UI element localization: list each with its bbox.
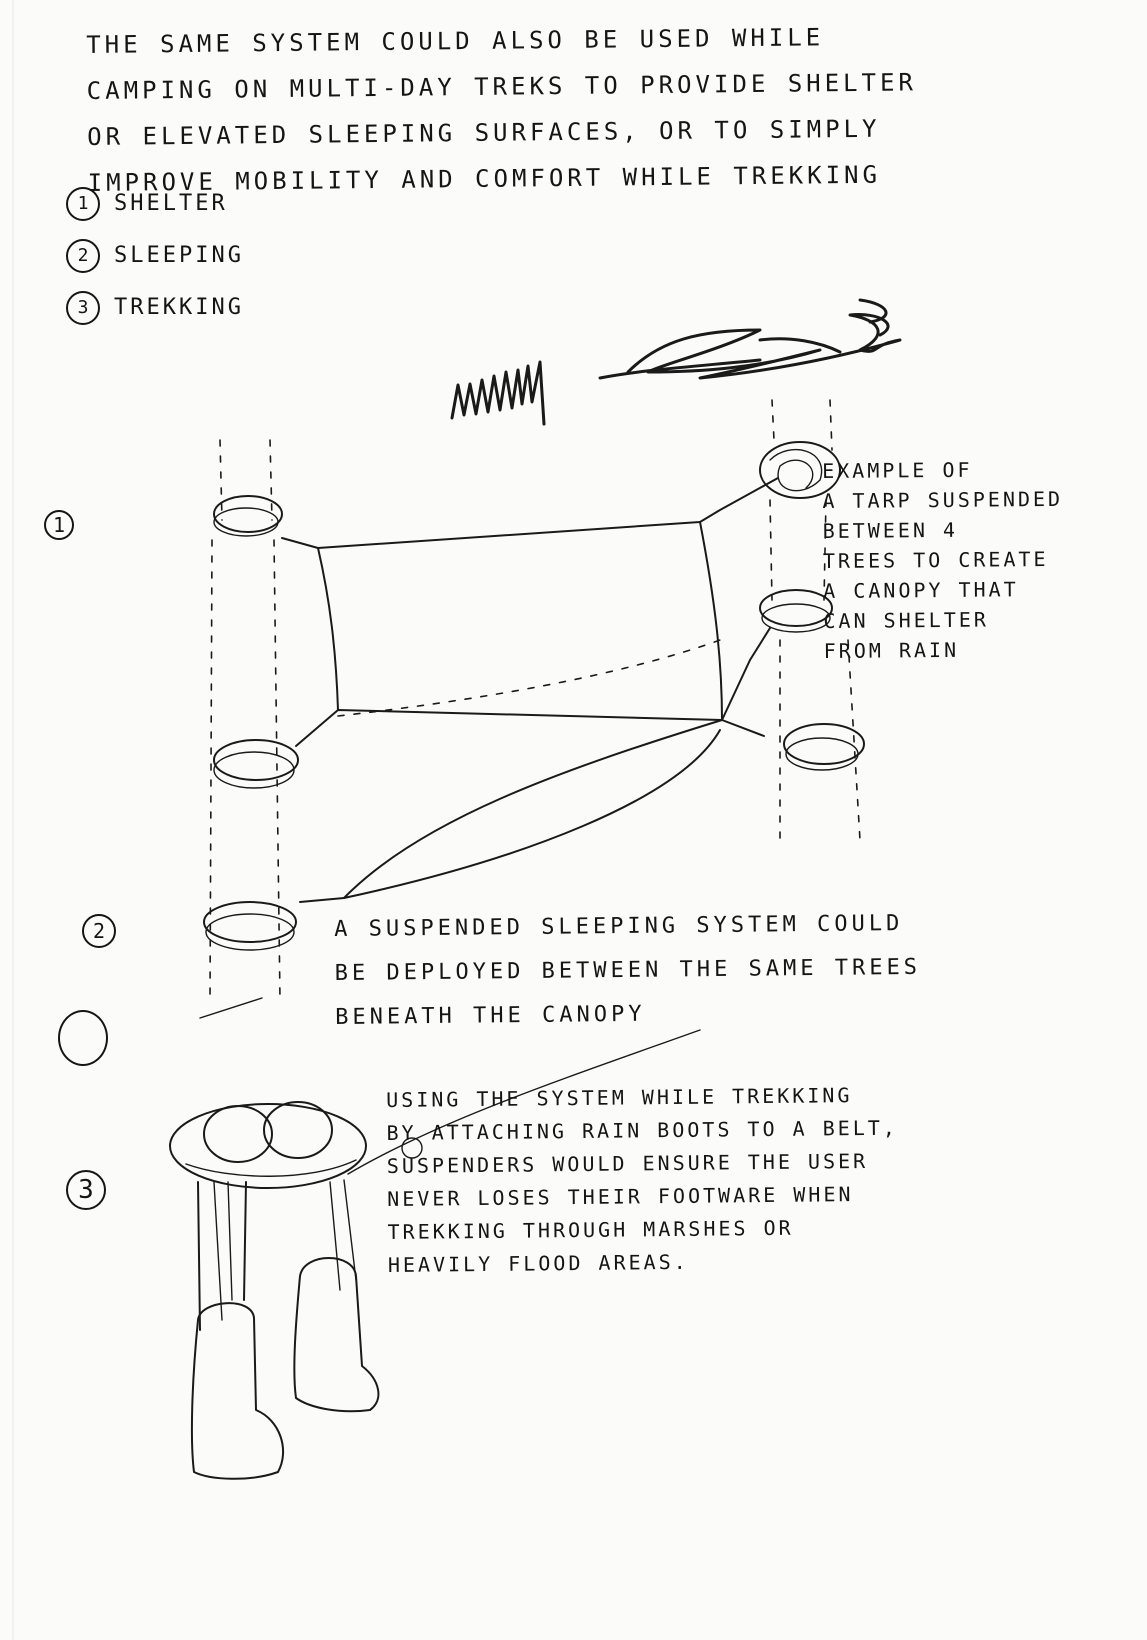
tarp-caption-line: BETWEEN 4	[822, 517, 959, 543]
tarp-diagonal-dashed	[338, 640, 720, 716]
hammock-ground-line	[200, 998, 262, 1018]
intro-line: CAMPING ON MULTI-DAY TREKS TO PROVIDE SHELTER	[86, 68, 918, 105]
uses-list	[66, 178, 244, 334]
sleep-caption-line: BE DEPLOYED BETWEEN THE SAME TREES	[334, 954, 922, 986]
sleep-caption	[334, 902, 922, 1040]
trek-caption-line: SUSPENDERS WOULD ENSURE THE USER	[386, 1148, 869, 1178]
tarp-caption	[822, 454, 1064, 666]
tarp-right-rope	[700, 522, 722, 720]
margin-number-sleep: 2	[82, 914, 116, 948]
use-number: 1	[66, 187, 100, 221]
tarp-caption-line: FROM RAIN	[823, 637, 960, 663]
tree-ring-back-right-scribble	[770, 450, 822, 491]
tarp-caption-line: TREES TO CREATE	[822, 547, 1049, 573]
intro-line: IMPROVE MOBILITY AND COMFORT WHILE TREKKING	[87, 160, 882, 197]
left-rain-boot	[192, 1303, 283, 1479]
tree-ring-front-right	[784, 724, 864, 764]
margin-number-trek: 3	[66, 1170, 106, 1210]
tree-ring-mid-left	[214, 740, 298, 780]
trek-caption-line: TREKKING THROUGH MARSHES OR	[387, 1215, 794, 1244]
tree-ring-front-right-2	[786, 738, 858, 770]
signature-scribble-left	[452, 362, 544, 424]
figure-suspender-lines	[214, 1180, 356, 1320]
tree-ring-mid-left-2	[214, 752, 294, 788]
figure-left-leg	[198, 1182, 246, 1330]
use-item-trekking	[66, 282, 244, 334]
use-number: 2	[66, 239, 100, 273]
use-label: SHELTER	[114, 191, 228, 216]
use-label: TREKKING	[114, 295, 244, 320]
tree-ring-front-left-2	[206, 914, 294, 950]
trek-caption-line: HEAVILY FLOOD AREAS.	[387, 1249, 689, 1277]
trek-caption-line: NEVER LOSES THEIR FOOTWARE WHEN	[387, 1182, 854, 1211]
tarp-left-rope	[318, 548, 338, 710]
tree-ring-mid-right-2	[762, 604, 830, 632]
tarp-caption-line: A CANOPY THAT	[823, 577, 1019, 603]
figure-head-left	[204, 1106, 272, 1162]
intro-line: THE SAME SYSTEM COULD ALSO BE USED WHILE	[86, 23, 825, 59]
trek-caption-line: BY ATTACHING RAIN BOOTS TO A BELT,	[386, 1115, 899, 1145]
use-label: SLEEPING	[114, 243, 244, 268]
right-rain-boot	[294, 1258, 378, 1411]
use-item-shelter	[66, 178, 244, 230]
hammock-top-curve	[300, 720, 722, 902]
tarp-caption-line: A TARP SUSPENDED	[822, 486, 1064, 513]
tree-ring-front-left	[204, 902, 296, 942]
use-number: 3	[66, 291, 100, 325]
margin-number-scribbled	[58, 1010, 108, 1066]
figure-belt-inner	[186, 1160, 356, 1176]
tarp-caption-line: CAN SHELTER	[823, 607, 989, 633]
signature-scribble-right	[600, 300, 900, 378]
sleep-caption-line: BENEATH THE CANOPY	[335, 1001, 646, 1030]
trek-caption	[386, 1079, 899, 1282]
trek-caption-line: USING THE SYSTEM WHILE TREKKING	[386, 1083, 853, 1112]
tarp-caption-line: EXAMPLE OF	[822, 457, 973, 483]
intro-line: OR ELEVATED SLEEPING SURFACES, OR TO SIMPLY	[87, 114, 881, 151]
hammock-bottom-curve	[344, 730, 720, 898]
margin-number-tarp: 1	[44, 510, 74, 540]
use-item-sleeping	[66, 230, 244, 282]
sleep-caption-line: A SUSPENDED SLEEPING SYSTEM COULD	[334, 911, 904, 942]
